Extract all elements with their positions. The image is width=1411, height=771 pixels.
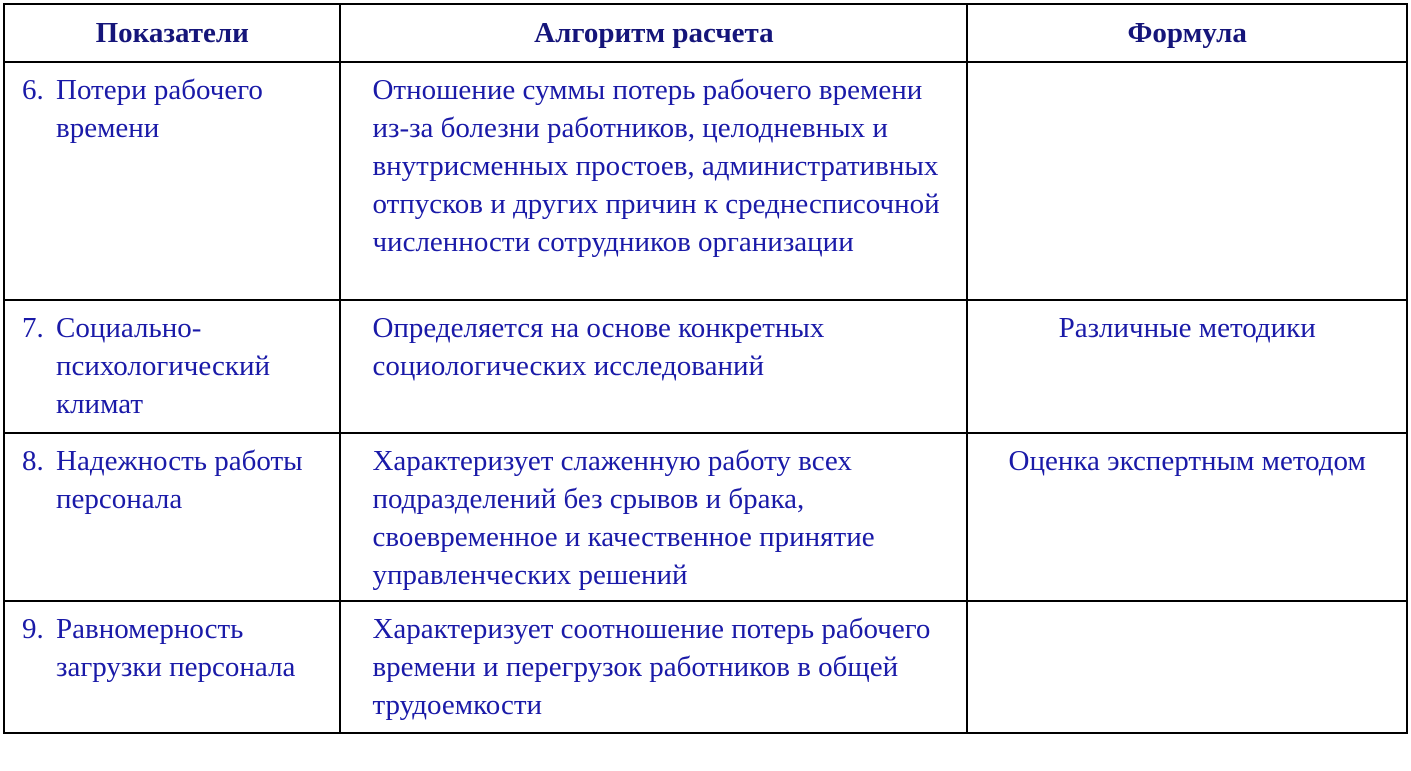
table-header-row — [4, 4, 1407, 62]
algorithm-cell — [340, 601, 967, 733]
formula-text — [968, 63, 1406, 75]
table-row — [4, 300, 1407, 433]
formula-text — [968, 602, 1406, 614]
indicator-cell — [4, 601, 340, 733]
algorithm-cell — [340, 300, 967, 433]
algorithm-text: Характеризует слаженную работу всех подразделений без срывов и брака, своевременное и качественное принятие управленческих решений — [372, 445, 875, 591]
table-row — [4, 62, 1407, 300]
row-number: 8. — [22, 445, 44, 477]
algorithm-text: Определяется на основе конкретных социологических исследований — [372, 312, 825, 382]
indicator-name: Равномерность загрузки персонала — [56, 613, 296, 683]
table-row — [4, 601, 1407, 733]
indicator-name: Надежность работы персонала — [56, 445, 303, 515]
header-indicators: Показатели — [4, 4, 340, 62]
header-formula: Формула — [967, 4, 1407, 62]
indicator-cell — [4, 433, 340, 601]
header-algorithm: Алгоритм расчета — [340, 4, 967, 62]
formula-text: Оценка экспертным методом — [1008, 445, 1366, 477]
row-number: 9. — [22, 613, 44, 645]
indicator-cell — [4, 300, 340, 433]
indicator-name: Социально-психологический климат — [56, 312, 270, 420]
indicator-name: Потери рабочего времени — [56, 74, 263, 144]
formula-cell — [967, 62, 1407, 300]
formula-cell — [967, 601, 1407, 733]
indicators-table — [3, 3, 1408, 734]
table-row — [4, 433, 1407, 601]
algorithm-text: Характеризует соотношение потерь рабочего времени и перегрузок работников в общей трудоемкости — [372, 613, 931, 721]
row-number: 6. — [22, 74, 44, 106]
algorithm-cell — [340, 433, 967, 601]
formula-cell — [967, 433, 1407, 601]
algorithm-cell — [340, 62, 967, 300]
formula-text: Различные методики — [1058, 312, 1316, 344]
indicator-cell — [4, 62, 340, 300]
algorithm-text: Отношение суммы потерь рабочего времени из-за болезни работников, целодневных и внутрисменных простоев, административных отпусков и других причин к среднесписочной численности сотрудников организации — [372, 74, 940, 258]
formula-cell — [967, 300, 1407, 433]
row-number: 7. — [22, 312, 44, 344]
